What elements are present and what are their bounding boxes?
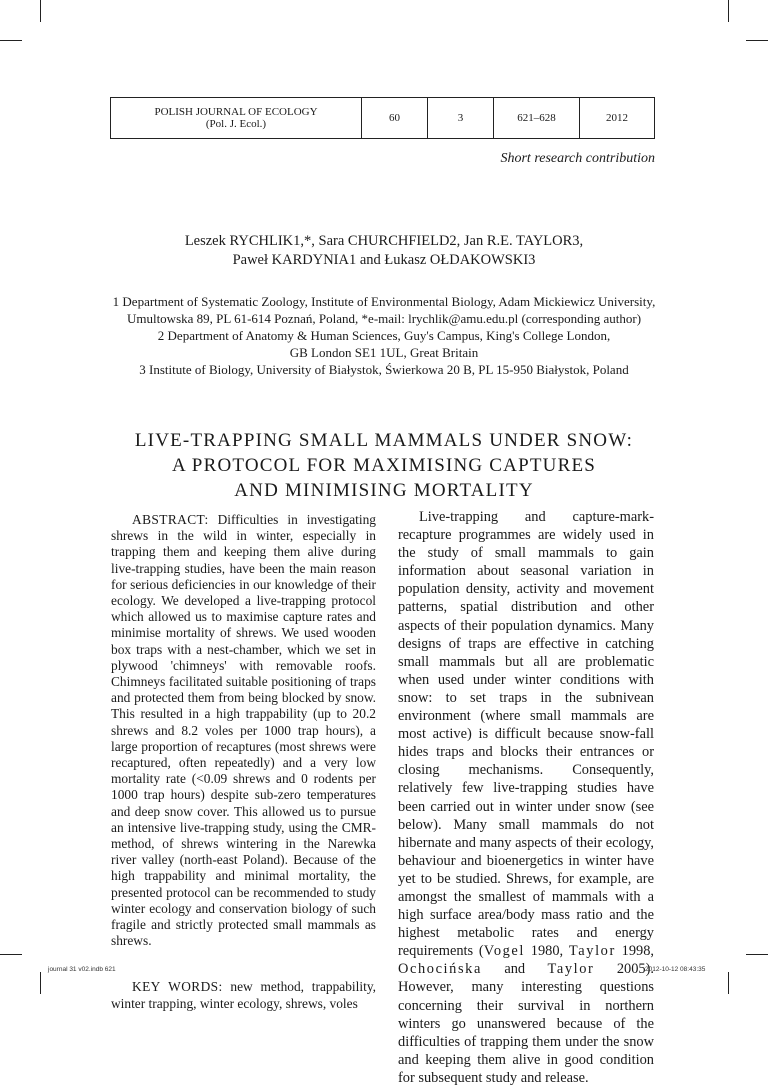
authors-line: Leszek RYCHLIK1,*, Sara CHURCHFIELD2, Jan R.E. TAYLOR3, [184,233,584,249]
intro-text: 2005). However, many interesting questions concerning their survival in northern winters go unanswered because of the difficulties of trapping them under the snow and keeping them alive in good condition for subsequent study and release. [398,961,654,1086]
introduction-paragraph [398,508,654,1087]
affiliation-line: 3 Institute of Biology, University of Białystok, Świerkowa 20 B, PL 15-950 Białystok, Poland [139,362,629,377]
print-footer-left: journal 31 v02.indb 621 [48,966,116,973]
title-line: AND MINIMISING MORTALITY [234,480,534,501]
citation-author: Taylor [568,943,616,960]
crop-mark [728,0,729,22]
citation-author: Taylor [547,961,595,978]
print-footer-right: 2012-10-12 08:43:35 [645,966,706,973]
abstract-text: Difficulties in investigating shrews in the wild in winter, especially in trapping them and keeping them alive during live-trapping studies, have been the main reason for serious deficiencies in our knowledge of their ecology. We developed a live-trapping protocol which allowed us to maximise capture rates and minimise mortality of shrews. We used wooden box traps with a nest-chamber, which we set in plywood 'chimneys' with removable roofs. Chimneys facilitated suitable positioning of traps and protected them from being blocked by snow. This resulted in a high trappability (up to 20.2 shrews and 8.2 voles per 1000 trap hours), a large proportion of recaptures (most shrews were recaptured, often repeatedly) and a very low mortality rate (<0.09 shrews and 0 rodents per 1000 trap hours) despite sub-zero temperatures and deep snow cover. This allowed us to pursue an intensive live-trapping study, using the CMR-method, of shrews wintering in the Narewka river valley (north-east Poland). Because of the high trappability and minimal mortality, the presented protocol can be recommended to study winter ecology and conservation biology of such fragile and strictly protected small mammals as shrews. [111,512,376,949]
title-line: LIVE-TRAPPING SMALL MAMMALS UNDER SNOW: [134,430,634,451]
authors [100,232,668,270]
authors-line: Paweł KARDYNIA1 and Łukasz OŁDAKOWSKI3 [232,252,536,268]
abstract-label: ABSTRACT: [132,512,209,527]
affiliation-line: Umultowska 89, PL 61-614 Poznań, Poland, *e-mail: lrychlik@amu.edu.pl (corresponding author) [126,311,642,326]
crop-mark [40,972,41,994]
affiliation-line: 1 Department of Systematic Zoology, Institute of Environmental Biology, Adam Mickiewicz University, [112,294,656,309]
keywords-text: new method, trappability, winter trapping, winter ecology, shrews, voles [111,979,376,1011]
abstract-column [111,512,376,1012]
citation-author: Vogel [483,943,525,960]
intro-text: 1998, [615,943,654,960]
crop-mark [728,972,729,994]
issue-cell: 3 [428,98,494,139]
intro-text: 1980, [525,943,569,960]
affiliation-line: GB London SE1 1UL, Great Britain [289,345,479,360]
intro-text: Live-trapping and capture-mark-recapture programmes are widely used in the study of small mammals to gain information about seasonal variation in population density, activity and movement patterns, spatial distribution and other aspects of their population dynamics. Many designs of traps are effective in catching small mammals but all are problematic when used under winter conditions with snow: to set traps in the subnivean environment (where small mammals are most active) is difficult because snow-fall hides traps and blocks their entrances or closing mechanisms. Consequently, relatively few live-trapping studies have been carried out in winter under snow (see below). Many small mammals do not hibernate and many aspects of their ecology, behaviour and bioenergetics in winter have yet to be studied. Shrews, for example, are amongst the smallest of mammals with a high surface area/body mass ratio and the highest metabolic rates and energy requirements ( [398,509,655,960]
affiliation-line: 2 Department of Anatomy & Human Sciences, Guy's Campus, King's College London, [157,328,611,343]
abstract-paragraph [111,512,376,949]
crop-mark [0,954,22,955]
citation-author: Ochocińska [398,961,482,978]
crop-mark [746,40,768,41]
journal-abbreviation: (Pol. J. Ecol.) [205,118,267,130]
intro-text: and [481,961,548,978]
crop-mark [40,0,41,22]
crop-mark [746,954,768,955]
volume-cell: 60 [362,98,428,139]
journal-header-table [110,97,655,139]
keywords-paragraph [111,979,376,1011]
journal-name: POLISH JOURNAL OF ECOLOGY [154,106,318,118]
contribution-type: Short research contribution [500,151,655,166]
article-title [100,428,668,503]
journal-name-cell [111,98,362,139]
keywords-label: KEY WORDS: [132,979,223,995]
crop-mark [0,40,22,41]
pages-cell: 621–628 [494,98,580,139]
affiliations [100,293,668,378]
title-line: A PROTOCOL FOR MAXIMISING CAPTURES [171,455,597,476]
year-cell: 2012 [580,98,655,139]
introduction-column [398,508,654,1087]
